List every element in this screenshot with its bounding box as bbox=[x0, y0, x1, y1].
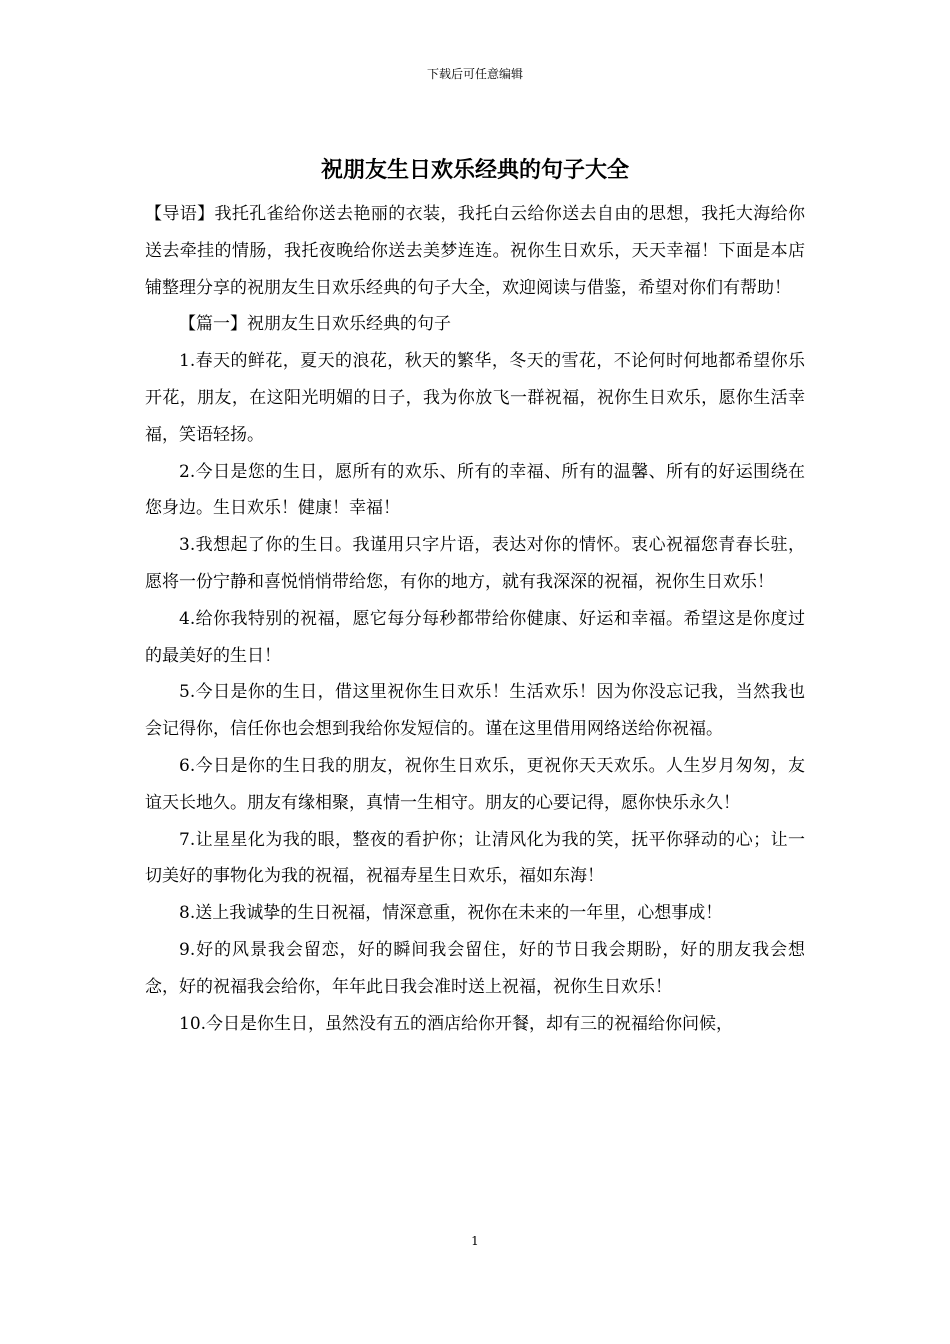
list-item: 2.今日是您的生日，愿所有的欢乐、所有的幸福、所有的温馨、所有的好运围绕在您身边。生日欢乐！健康！幸福！ bbox=[145, 461, 805, 519]
list-item: 8.送上我诚挚的生日祝福，情深意重，祝你在未来的一年里，心想事成！ bbox=[179, 903, 723, 924]
page-number: 1 bbox=[471, 1234, 479, 1248]
list-item: 9.好的风景我会留恋，好的瞬间我会留住，好的节日我会期盼，好的朋友我会想念，好的祝福我会给你，年年此日我会准时送上祝福，祝你生日欢乐！ bbox=[145, 939, 805, 997]
list-item: 10.今日是你生日，虽然没有五的酒店给你开餐，却有三的祝福给你问候， bbox=[179, 1013, 734, 1034]
list-item: 5.今日是你的生日，借这里祝你生日欢乐！生活欢乐！因为你没忘记我，当然我也会记得你，信任你也会想到我给你发短信的。谨在这里借用网络送给你祝福。 bbox=[145, 682, 805, 740]
page-header-note: 下载后可任意编辑 bbox=[426, 67, 523, 81]
document-title: 祝朋友生日欢乐经典的句子大全 bbox=[320, 157, 629, 183]
list-item: 3.我想起了你的生日。我谨用只字片语，表达对你的情怀。衷心祝福您青春长驻，愿将一份宁静和喜悦悄悄带给您，有你的地方，就有我深深的祝福，祝你生日欢乐！ bbox=[145, 535, 805, 592]
list-item: 7.让星星化为我的眼，整夜的看护你；让清风化为我的笑，抚平你驿动的心；让一切美好的事物化为我的祝福，祝福寿星生日欢乐，福如东海！ bbox=[145, 829, 805, 887]
document-body bbox=[145, 196, 805, 1042]
list-item: 4.给你我特别的祝福，愿它每分每秒都带给你健康、好运和幸福。希望这是你度过的最美好的生日！ bbox=[145, 608, 805, 666]
section-heading: 【篇一】祝朋友生日欢乐经典的句子 bbox=[179, 314, 451, 335]
intro-paragraph: 【导语】我托孔雀给你送去艳丽的衣装，我托白云给你送去自由的思想，我托大海给你送去牵挂的情肠，我托夜晚给你送去美梦连连。祝你生日欢乐，天天幸福！下面是本店铺整理分享的祝朋友生日欢乐经典的句子大全，欢迎阅读与借鉴，希望对你们有帮助！ bbox=[145, 204, 805, 298]
list-item: 6.今日是你的生日我的朋友，祝你生日欢乐，更祝你天天欢乐。人生岁月匆匆，友谊天长地久。朋友有缘相聚，真情一生相守。朋友的心要记得，愿你快乐永久！ bbox=[145, 755, 805, 813]
list-item: 1.春天的鲜花，夏天的浪花，秋天的繁华，冬天的雪花，不论何时何地都希望你乐开花，朋友，在这阳光明媚的日子，我为你放飞一群祝福，祝你生日欢乐，愿你生活幸福，笑语轻扬。 bbox=[145, 351, 805, 445]
